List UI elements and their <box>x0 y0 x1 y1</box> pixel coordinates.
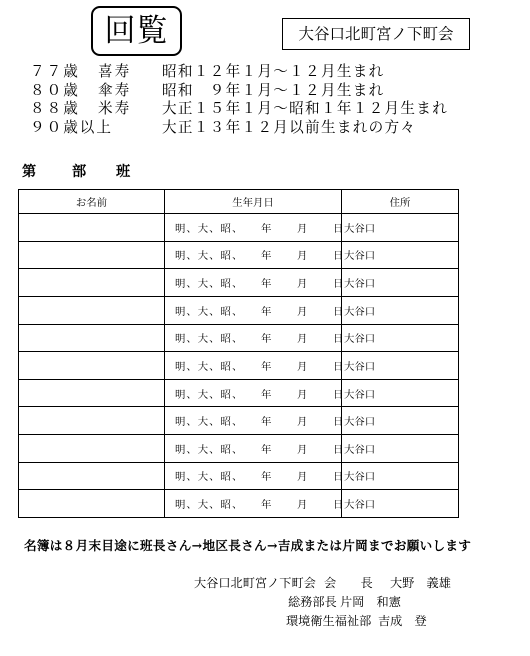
name-cell[interactable] <box>19 241 165 269</box>
address-prefix: 大谷口 <box>344 305 376 318</box>
address-prefix: 大谷口 <box>344 222 376 235</box>
age-range: 大正１３年１２月以前生まれの方々 <box>162 118 417 136</box>
address-cell[interactable] <box>342 269 459 297</box>
notice-text: 名簿は８月末目途に班長さん→地区長さん→吉成または片岡までお願いします <box>24 538 472 553</box>
era-options: 明、大、昭、 <box>175 499 244 512</box>
address-cell[interactable] <box>342 435 459 463</box>
age-title: 喜寿 <box>98 63 132 80</box>
address-cell[interactable] <box>342 214 459 242</box>
month-label: 月 <box>297 305 308 318</box>
organization-box: 大谷口北町宮ノ下町会 <box>282 18 470 50</box>
address-prefix: 大谷口 <box>344 443 376 456</box>
year-label: 年 <box>261 471 272 484</box>
age-title: 傘寿 <box>98 81 132 99</box>
group-han: 班 <box>116 164 131 180</box>
roster-table <box>18 189 459 518</box>
birth-cell[interactable] <box>165 214 342 242</box>
year-label: 年 <box>261 443 272 456</box>
era-options: 明、大、昭、 <box>175 333 244 346</box>
table-row <box>19 379 459 407</box>
day-label: 日 <box>333 416 344 429</box>
signature-org: 大谷口北町宮ノ下町会 <box>194 576 316 590</box>
day-label: 日 <box>333 250 344 263</box>
name-cell[interactable] <box>19 435 165 463</box>
year-label: 年 <box>261 222 272 235</box>
name-cell[interactable] <box>19 296 165 324</box>
address-cell[interactable] <box>342 407 459 435</box>
age-title: 米寿 <box>98 100 132 117</box>
year-label: 年 <box>261 499 272 512</box>
table-row <box>19 296 459 324</box>
age-range: 昭和 ９年１月～１２月生まれ <box>162 81 385 99</box>
table-row <box>19 324 459 352</box>
header-birth: 生年月日 <box>165 190 342 214</box>
birth-cell[interactable] <box>165 379 342 407</box>
birth-cell[interactable] <box>165 324 342 352</box>
age-label: ９０歳以上 <box>30 118 113 136</box>
month-label: 月 <box>297 416 308 429</box>
era-options: 明、大、昭、 <box>175 305 244 318</box>
age-group-88 <box>30 100 525 119</box>
day-label: 日 <box>333 388 344 401</box>
age-label: ８８歳 <box>30 100 80 117</box>
birth-cell[interactable] <box>165 435 342 463</box>
address-prefix: 大谷口 <box>344 360 376 373</box>
name-cell[interactable] <box>19 379 165 407</box>
address-prefix: 大谷口 <box>344 250 376 263</box>
year-label: 年 <box>261 360 272 373</box>
day-label: 日 <box>333 278 344 291</box>
signature-name: 片岡 和憲 <box>340 595 401 609</box>
birth-cell[interactable] <box>165 490 342 518</box>
era-options: 明、大、昭、 <box>175 278 244 291</box>
birth-cell[interactable] <box>165 352 342 380</box>
signature-role: 総務部長 <box>288 595 337 609</box>
age-range: 大正１５年１月～昭和１年１２月生まれ <box>162 100 449 117</box>
header-address: 住所 <box>342 190 459 214</box>
name-cell[interactable] <box>19 352 165 380</box>
age-range: 昭和１２年１月～１２月生まれ <box>162 63 385 80</box>
age-groups <box>30 63 525 137</box>
address-prefix: 大谷口 <box>344 499 376 512</box>
era-options: 明、大、昭、 <box>175 360 244 373</box>
address-prefix: 大谷口 <box>344 333 376 346</box>
name-cell[interactable] <box>19 214 165 242</box>
table-row <box>19 269 459 297</box>
month-label: 月 <box>297 443 308 456</box>
table-header-row <box>19 190 459 214</box>
age-group-77 <box>30 63 525 82</box>
era-options: 明、大、昭、 <box>175 416 244 429</box>
signature-name: 大野 義雄 <box>390 576 451 590</box>
address-prefix: 大谷口 <box>344 388 376 401</box>
table-row <box>19 214 459 242</box>
name-cell[interactable] <box>19 324 165 352</box>
era-options: 明、大、昭、 <box>175 250 244 263</box>
name-cell[interactable] <box>19 269 165 297</box>
year-label: 年 <box>261 278 272 291</box>
day-label: 日 <box>333 222 344 235</box>
age-label: ７７歳 <box>30 63 80 80</box>
address-cell[interactable] <box>342 241 459 269</box>
address-cell[interactable] <box>342 352 459 380</box>
address-prefix: 大谷口 <box>344 278 376 291</box>
era-options: 明、大、昭、 <box>175 443 244 456</box>
era-options: 明、大、昭、 <box>175 222 244 235</box>
table-row <box>19 490 459 518</box>
day-label: 日 <box>333 471 344 484</box>
address-cell[interactable] <box>342 379 459 407</box>
signature-role: 会 長 <box>324 576 373 590</box>
kairan-stamp: 回覧 <box>91 6 182 56</box>
year-label: 年 <box>261 305 272 318</box>
age-label: ８０歳 <box>30 81 80 99</box>
birth-cell[interactable] <box>165 269 342 297</box>
address-cell[interactable] <box>342 462 459 490</box>
header-name: お名前 <box>19 190 165 214</box>
day-label: 日 <box>333 333 344 346</box>
year-label: 年 <box>261 388 272 401</box>
year-label: 年 <box>261 333 272 346</box>
table-row <box>19 435 459 463</box>
year-label: 年 <box>261 250 272 263</box>
name-cell[interactable] <box>19 462 165 490</box>
roster-body <box>19 214 459 518</box>
month-label: 月 <box>297 499 308 512</box>
era-options: 明、大、昭、 <box>175 471 244 484</box>
table-row <box>19 407 459 435</box>
address-cell[interactable] <box>342 324 459 352</box>
age-group-90 <box>30 119 525 138</box>
birth-cell[interactable] <box>165 462 342 490</box>
address-prefix: 大谷口 <box>344 416 376 429</box>
birth-cell[interactable] <box>165 296 342 324</box>
group-bu: 部 <box>72 164 87 180</box>
signature-name: 吉成 登 <box>378 614 427 628</box>
month-label: 月 <box>297 222 308 235</box>
day-label: 日 <box>333 499 344 512</box>
day-label: 日 <box>333 360 344 373</box>
name-cell[interactable] <box>19 407 165 435</box>
table-row <box>19 241 459 269</box>
group-dai: 第 <box>22 164 37 180</box>
day-label: 日 <box>333 305 344 318</box>
month-label: 月 <box>297 360 308 373</box>
month-label: 月 <box>297 250 308 263</box>
month-label: 月 <box>297 278 308 291</box>
day-label: 日 <box>333 443 344 456</box>
table-row <box>19 352 459 380</box>
era-options: 明、大、昭、 <box>175 388 244 401</box>
address-prefix: 大谷口 <box>344 471 376 484</box>
name-cell[interactable] <box>19 490 165 518</box>
birth-cell[interactable] <box>165 241 342 269</box>
age-group-80 <box>30 82 525 101</box>
address-cell[interactable] <box>342 490 459 518</box>
table-row <box>19 462 459 490</box>
birth-cell[interactable] <box>165 407 342 435</box>
month-label: 月 <box>297 471 308 484</box>
signature-role: 環境衛生福祉部 <box>286 614 372 628</box>
month-label: 月 <box>297 333 308 346</box>
month-label: 月 <box>297 388 308 401</box>
year-label: 年 <box>261 416 272 429</box>
address-cell[interactable] <box>342 296 459 324</box>
